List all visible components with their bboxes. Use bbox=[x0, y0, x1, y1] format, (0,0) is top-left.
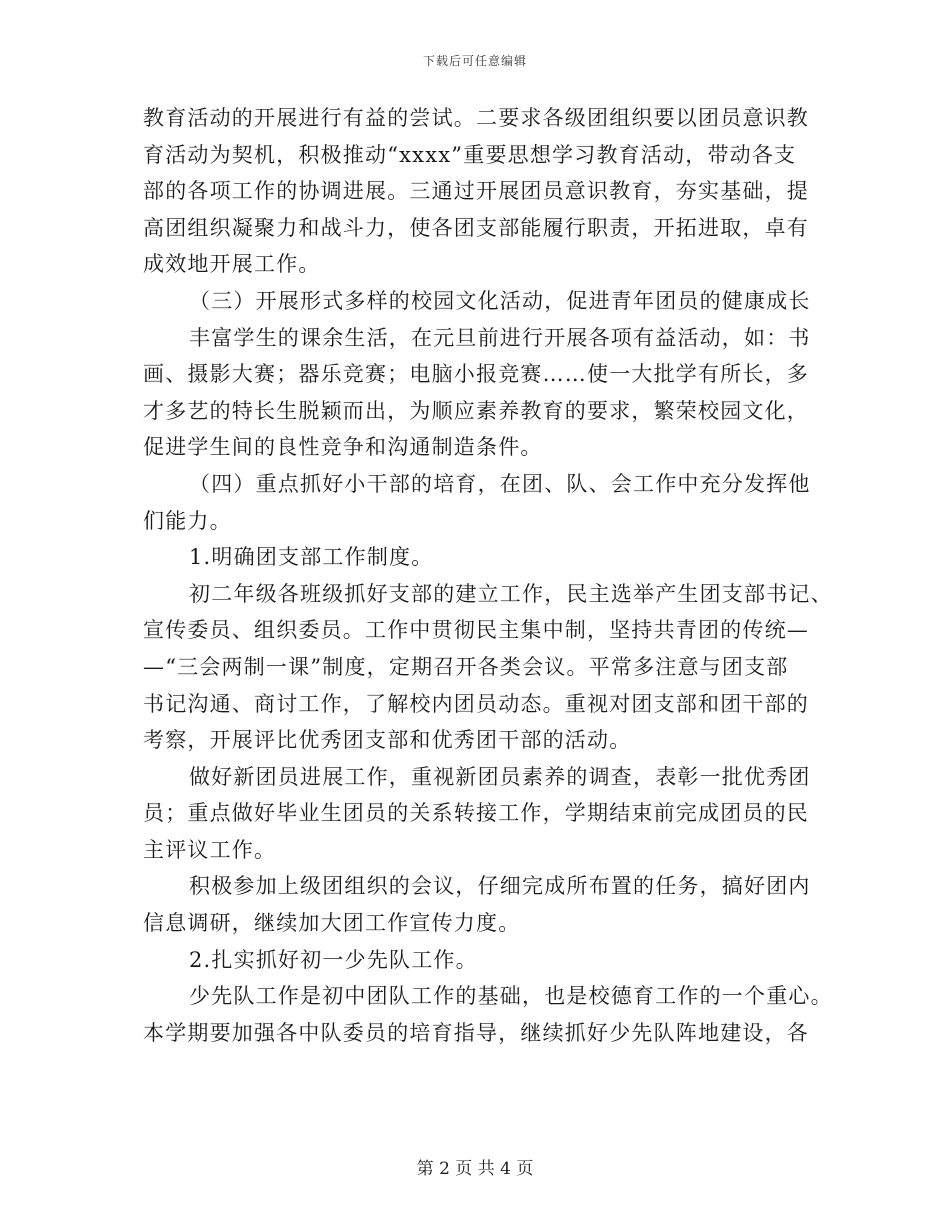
text-line: 员；重点做好毕业生团员的关系转接工作，学期结束前完成团员的民 bbox=[143, 801, 809, 826]
text-line: 丰富学生的课余生活，在元旦前进行开展各项有益活动，如：书 bbox=[189, 325, 811, 350]
page-header-note: 下载后可任意编辑 bbox=[422, 54, 527, 68]
text-line: 少先队工作是初中团队工作的基础，也是校德育工作的一个重心。 bbox=[189, 984, 833, 1009]
text-line: 考察，开展评比优秀团支部和优秀团干部的活动。 bbox=[143, 728, 632, 753]
section-heading: （四）重点抓好小干部的培育，在团、队、会工作中充分发挥他 bbox=[189, 471, 811, 496]
text-line: 才多艺的特长生脱颖而出，为顺应素养教育的要求，繁荣校园文化， bbox=[143, 398, 809, 423]
text-line: 成效地开展工作。 bbox=[143, 252, 321, 277]
text-line: 主评议工作。 bbox=[143, 837, 277, 862]
text-line: 初二年级各班级抓好支部的建立工作，民主选举产生团支部书记、 bbox=[189, 581, 833, 606]
text-line: 画、摄影大赛；器乐竞赛；电脑小报竞赛……使一大批学有所长，多 bbox=[143, 362, 809, 387]
subsection-heading: 1.明确团支部工作制度。 bbox=[189, 545, 434, 570]
text-line: 育活动为契机，积极推动“xxxx”重要思想学习教育活动，带动各支 bbox=[143, 142, 797, 167]
text-line: 积极参加上级团组织的会议，仔细完成所布置的任务，搞好团内 bbox=[189, 874, 811, 899]
text-line: 促进学生间的良性竞争和沟通制造条件。 bbox=[143, 435, 543, 460]
text-line: —“三会两制一课”制度，定期召开各类会议。平常多注意与团支部 bbox=[143, 654, 789, 679]
document-body bbox=[143, 100, 833, 1051]
text-line: 宣传委员、组织委员。工作中贯彻民主集中制，坚持共青团的传统— bbox=[143, 618, 809, 643]
text-line: 书记沟通、商讨工作，了解校内团员动态。重视对团支部和团干部的 bbox=[143, 691, 809, 716]
text-line: 信息调研，继续加大团工作宣传力度。 bbox=[143, 911, 521, 936]
text-line: 部的各项工作的协调进展。三通过开展团员意识教育，夯实基础，提 bbox=[143, 179, 809, 204]
section-heading: （三）开展形式多样的校园文化活动，促进青年团员的健康成长 bbox=[189, 288, 811, 313]
text-line: 们能力。 bbox=[143, 508, 232, 533]
text-line: 高团组织凝聚力和战斗力，使各团支部能履行职责，开拓进取，卓有 bbox=[143, 215, 809, 240]
subsection-heading: 2.扎实抓好初一少先队工作。 bbox=[189, 947, 478, 972]
page-number: 第 2 页 共 4 页 bbox=[416, 1159, 534, 1179]
text-line: 做好新团员进展工作，重视新团员素养的调查，表彰一批优秀团 bbox=[189, 764, 811, 789]
text-line: 教育活动的开展进行有益的尝试。二要求各级团组织要以团员意识教 bbox=[143, 106, 809, 130]
text-line: 本学期要加强各中队委员的培育指导，继续抓好少先队阵地建设，各 bbox=[143, 1020, 809, 1045]
